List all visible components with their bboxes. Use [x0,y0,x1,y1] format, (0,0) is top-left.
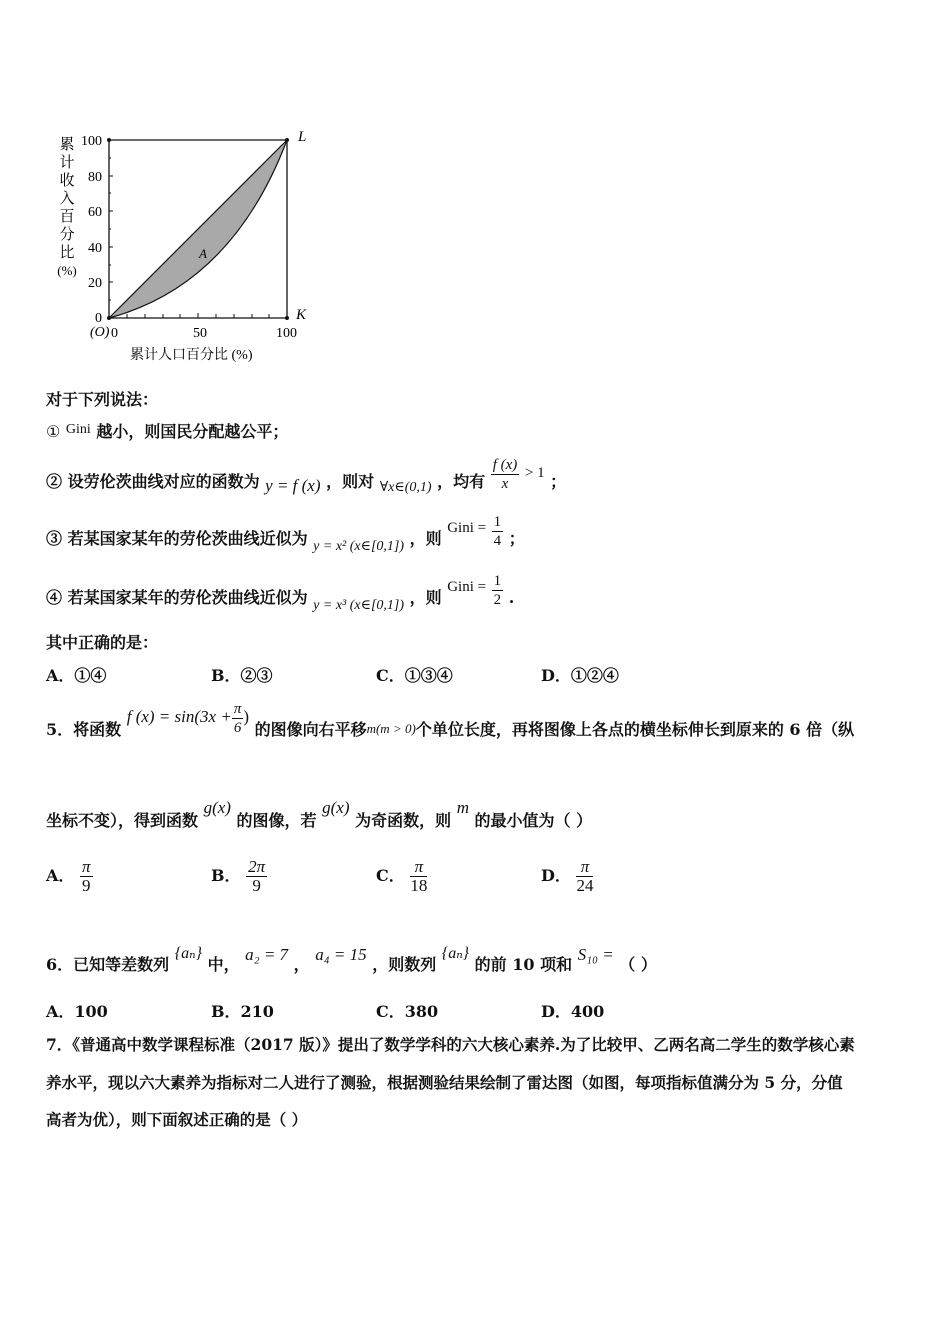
question-text: ，则数列 [372,955,437,974]
s10-expression: S₁₀ = [577,945,614,964]
option-fraction [246,858,267,895]
x-ticks [111,326,297,341]
option-fraction [80,858,93,895]
q4-option-a[interactable]: A．①④ [46,666,107,685]
fraction-numerator: f (x) [492,457,518,473]
fraction-numerator: π [410,858,427,877]
question-text: （ ） [619,955,657,974]
q5-option-d[interactable] [541,858,593,895]
q4-statement-2 [46,456,566,496]
q5-option-b[interactable] [211,858,267,895]
y-tick-label: 40 [88,241,102,256]
y-tick-label: 100 [81,134,102,149]
a2-value: a₂ = 7 [245,945,289,964]
half-fraction [492,572,504,609]
x-tick-marks [127,313,269,318]
fraction-numerator: π [82,857,91,876]
corner-point [107,316,111,320]
q4-statement-4 [46,572,514,612]
q7-line-3: 高者为优），则下面叙述正确的是（ ） [46,1110,308,1129]
q4-option-b[interactable]: B．②③ [211,666,273,685]
statement-text: ，则对 [326,472,375,491]
point-k-label: K [296,307,307,323]
corner-point [285,316,289,320]
y-label-char: 比 [59,245,75,261]
y-axis-label [57,136,77,278]
question-text: 中， [207,955,240,974]
fraction-numerator: 1 [493,514,502,530]
q7-line-2: 养水平，现以六大素养为指标对二人进行了测验，根据测验结果绘制了雷达图（如图，每项指标值满分为 5 分，分值 [46,1073,843,1092]
x-tick-label: 0 [111,326,118,341]
y-tick-label: 20 [88,276,102,291]
shift-condition: m(m > 0) [366,721,416,736]
m-variable: m [456,798,469,817]
y-label-char: 计 [59,155,75,171]
question-text: 个单位长度，再将图像上各点的横坐标伸长到原来的 6 倍（纵 [415,720,855,739]
y-ticks [81,134,102,326]
closing-paren: ) [243,707,249,726]
statement-text: . [508,588,515,607]
question-text: 5．将函数 [46,720,122,739]
question-text: 的图像向右平移 [254,720,367,739]
greater-than-one: > 1 [524,465,545,481]
y-label-char: 入 [59,191,75,207]
question-text: 6．已知等差数列 [46,955,170,974]
fraction-numerator: 2π [248,857,266,876]
fraction-denominator: 9 [82,876,91,895]
lorenz-function: y = f (x) [265,476,321,495]
fraction-numerator: 1 [493,573,502,589]
statement-text: ④ 若某国家某年的劳伦茨曲线近似为 [46,588,308,607]
gini-term: Gini [65,422,91,437]
question-text: 坐标不变），得到函数 [46,811,199,830]
y-label-char: 分 [59,227,75,243]
quarter-fraction [492,513,504,550]
q6-option-b[interactable]: B．210 [211,1002,274,1021]
statement-text: ② 设劳伦茨曲线对应的函数为 [46,472,260,491]
x-tick-label: 50 [193,326,207,341]
question-text: 的前 10 项和 [474,955,573,974]
q4-statement-1 [46,419,288,442]
lorenz-curve-figure [40,125,330,370]
region-a-label: A [199,246,207,261]
gini-equals: Gini = [447,520,487,536]
fraction-denominator: 18 [410,876,428,895]
q7-line-1: 7．《普通高中数学课程标准（2017 版）》提出了数学学科的六大核心素养.为了比较甲、乙两名高二学生的数学核心素 [46,1035,855,1054]
y-tick-label: 60 [88,205,102,220]
sequence-notation: {aₙ} [441,945,470,962]
fraction-numerator: π [576,858,593,877]
statement-text: ，则 [409,529,442,548]
region-a-shading [109,140,287,318]
statement-text: ，则 [409,588,442,607]
fraction-denominator: 6 [233,720,242,736]
g-function: g(x) [322,798,350,817]
option-label: D． [541,866,571,885]
y-tick-label: 0 [95,311,102,326]
q4-option-c[interactable]: C．①③④ [376,666,453,685]
q4-intro: 对于下列说法： [46,390,159,409]
option-fraction [576,858,593,895]
option-label: C． [376,866,405,885]
fraction-denominator: x [501,476,509,492]
curve-expression: y = x³ (x∈[0,1]) [313,598,405,613]
fraction-denominator: 9 [252,876,261,895]
g-function: g(x) [203,798,231,817]
q4-option-d[interactable]: D．①②④ [541,666,619,685]
corner-point [285,138,289,142]
origin-label: (O) [90,325,110,340]
q4-which-correct: 其中正确的是： [46,633,159,652]
y-label-char: 收 [59,173,75,189]
curve-expression: y = x² (x∈[0,1]) [313,539,405,554]
y-label-char: 累 [59,137,75,153]
circled-1: ① [46,424,61,441]
q6-option-d[interactable]: D．400 [541,1002,605,1021]
gini-equals: Gini = [447,579,487,595]
q5-line-2 [46,795,592,831]
sequence-notation: {aₙ} [174,945,202,962]
fraction-denominator: 4 [493,533,502,549]
pi-over-6-fraction [232,700,244,737]
fx-over-x-fraction [491,456,520,493]
option-fraction [410,858,427,895]
a4-value: a₄ = 15 [315,945,367,964]
q6-option-c[interactable]: C．380 [376,1002,439,1021]
option-label: A． [46,866,75,885]
option-label: B． [211,866,241,885]
question-text: 的图像，若 [236,811,317,830]
question-text: 的最小值为（ ） [474,811,593,830]
question-text: 为奇函数，则 [355,811,452,830]
statement-text: ③ 若某国家某年的劳伦茨曲线近似为 [46,529,308,548]
question-text: ， [293,955,310,974]
y-label-unit: (%) [57,263,77,278]
fraction-numerator: π [233,701,242,717]
fraction-denominator: 24 [576,876,594,895]
sine-function: f (x) = sin(3x + [126,707,232,726]
q4-statement-3 [46,513,525,553]
statement-text: ； [550,472,567,491]
x-axis-label: 累计人口百分比 (%) [130,348,253,363]
corner-point [107,138,111,142]
q6-option-a[interactable]: A．100 [46,1002,108,1021]
fraction-denominator: 2 [493,592,502,608]
statement-text: ，均有 [437,472,486,491]
point-l-label: L [298,129,307,145]
q5-option-a[interactable] [46,858,93,895]
x-tick-label: 100 [276,326,297,341]
q5-line-1 [46,700,854,746]
y-tick-label: 80 [88,170,102,185]
forall-expression: ∀x∈(0,1) [379,480,432,495]
q5-option-c[interactable] [376,858,427,895]
y-label-char: 百 [59,209,75,225]
q6-line [46,940,657,974]
statement-text: 越小，则国民分配越公平； [96,422,289,441]
statement-text: ； [508,529,525,548]
